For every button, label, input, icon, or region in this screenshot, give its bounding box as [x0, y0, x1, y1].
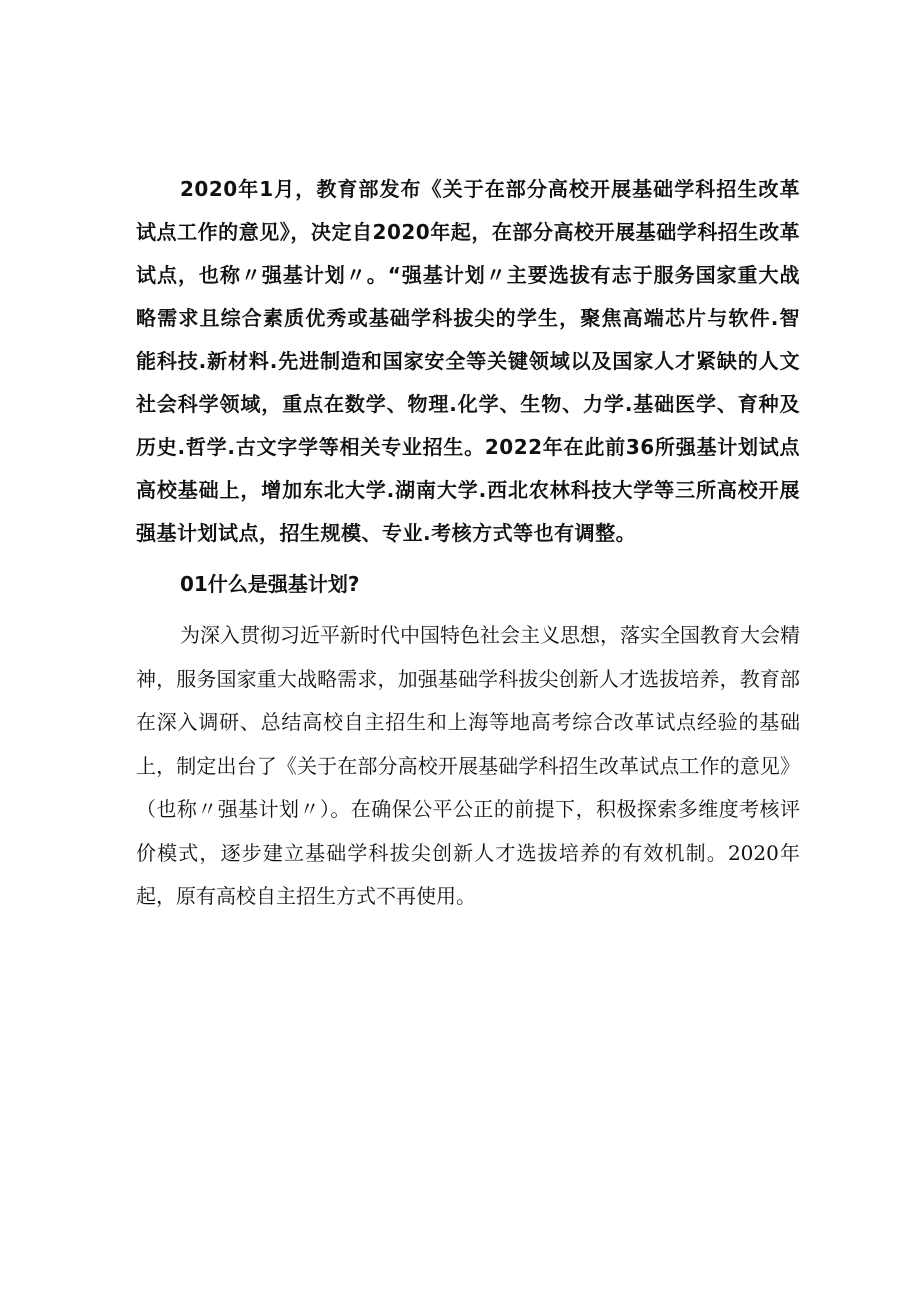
intro-paragraph: 2020年1月，教育部发布《关于在部分高校开展基础学科招生改革试点工作的意见》，决定自2020年起，在部分高校开展基础学科招生改革试点，也称〃强基计划〃。“强基计划〃主要选拔有志于服务国家重大战略需求且综合素质优秀或基础学科拔尖的学生，聚焦高端芯片与软件.智能科技.新材料.先进制造和国家安全等关键领域以及国家人才紧缺的人文社会科学领域，重点在数学、物理.化学、生物、力学.基础医学、育种及历史.哲学.古文字学等相关专业招生。2022年在此前36所强基计划试点高校基础上，增加东北大学.湖南大学.西北农林科技大学等三所高校开展强基计划试点，招生规模、专业.考核方式等也有调整。 [136, 177, 800, 545]
body-paragraph: 为深入贯彻习近平新时代中国特色社会主义思想，落实全国教育大会精神，服务国家重大战略需求，加强基础学科拔尖创新人才选拔培养，教育部在深入调研、总结高校自主招生和上海等地高考综合改革试点经验的基础上，制定出台了《关于在部分高校开展基础学科招生改革试点工作的意见》（也称〃强基计划〃）。在确保公平公正的前提下，积极探索多维度考核评价模式，逐步建立基础学科拔尖创新人才选拔培养的有效机制。2020年起，原有高校自主招生方式不再使用。 [136, 623, 800, 908]
section-heading: 01什么是强基计划? [180, 572, 360, 596]
document-body [136, 168, 800, 919]
